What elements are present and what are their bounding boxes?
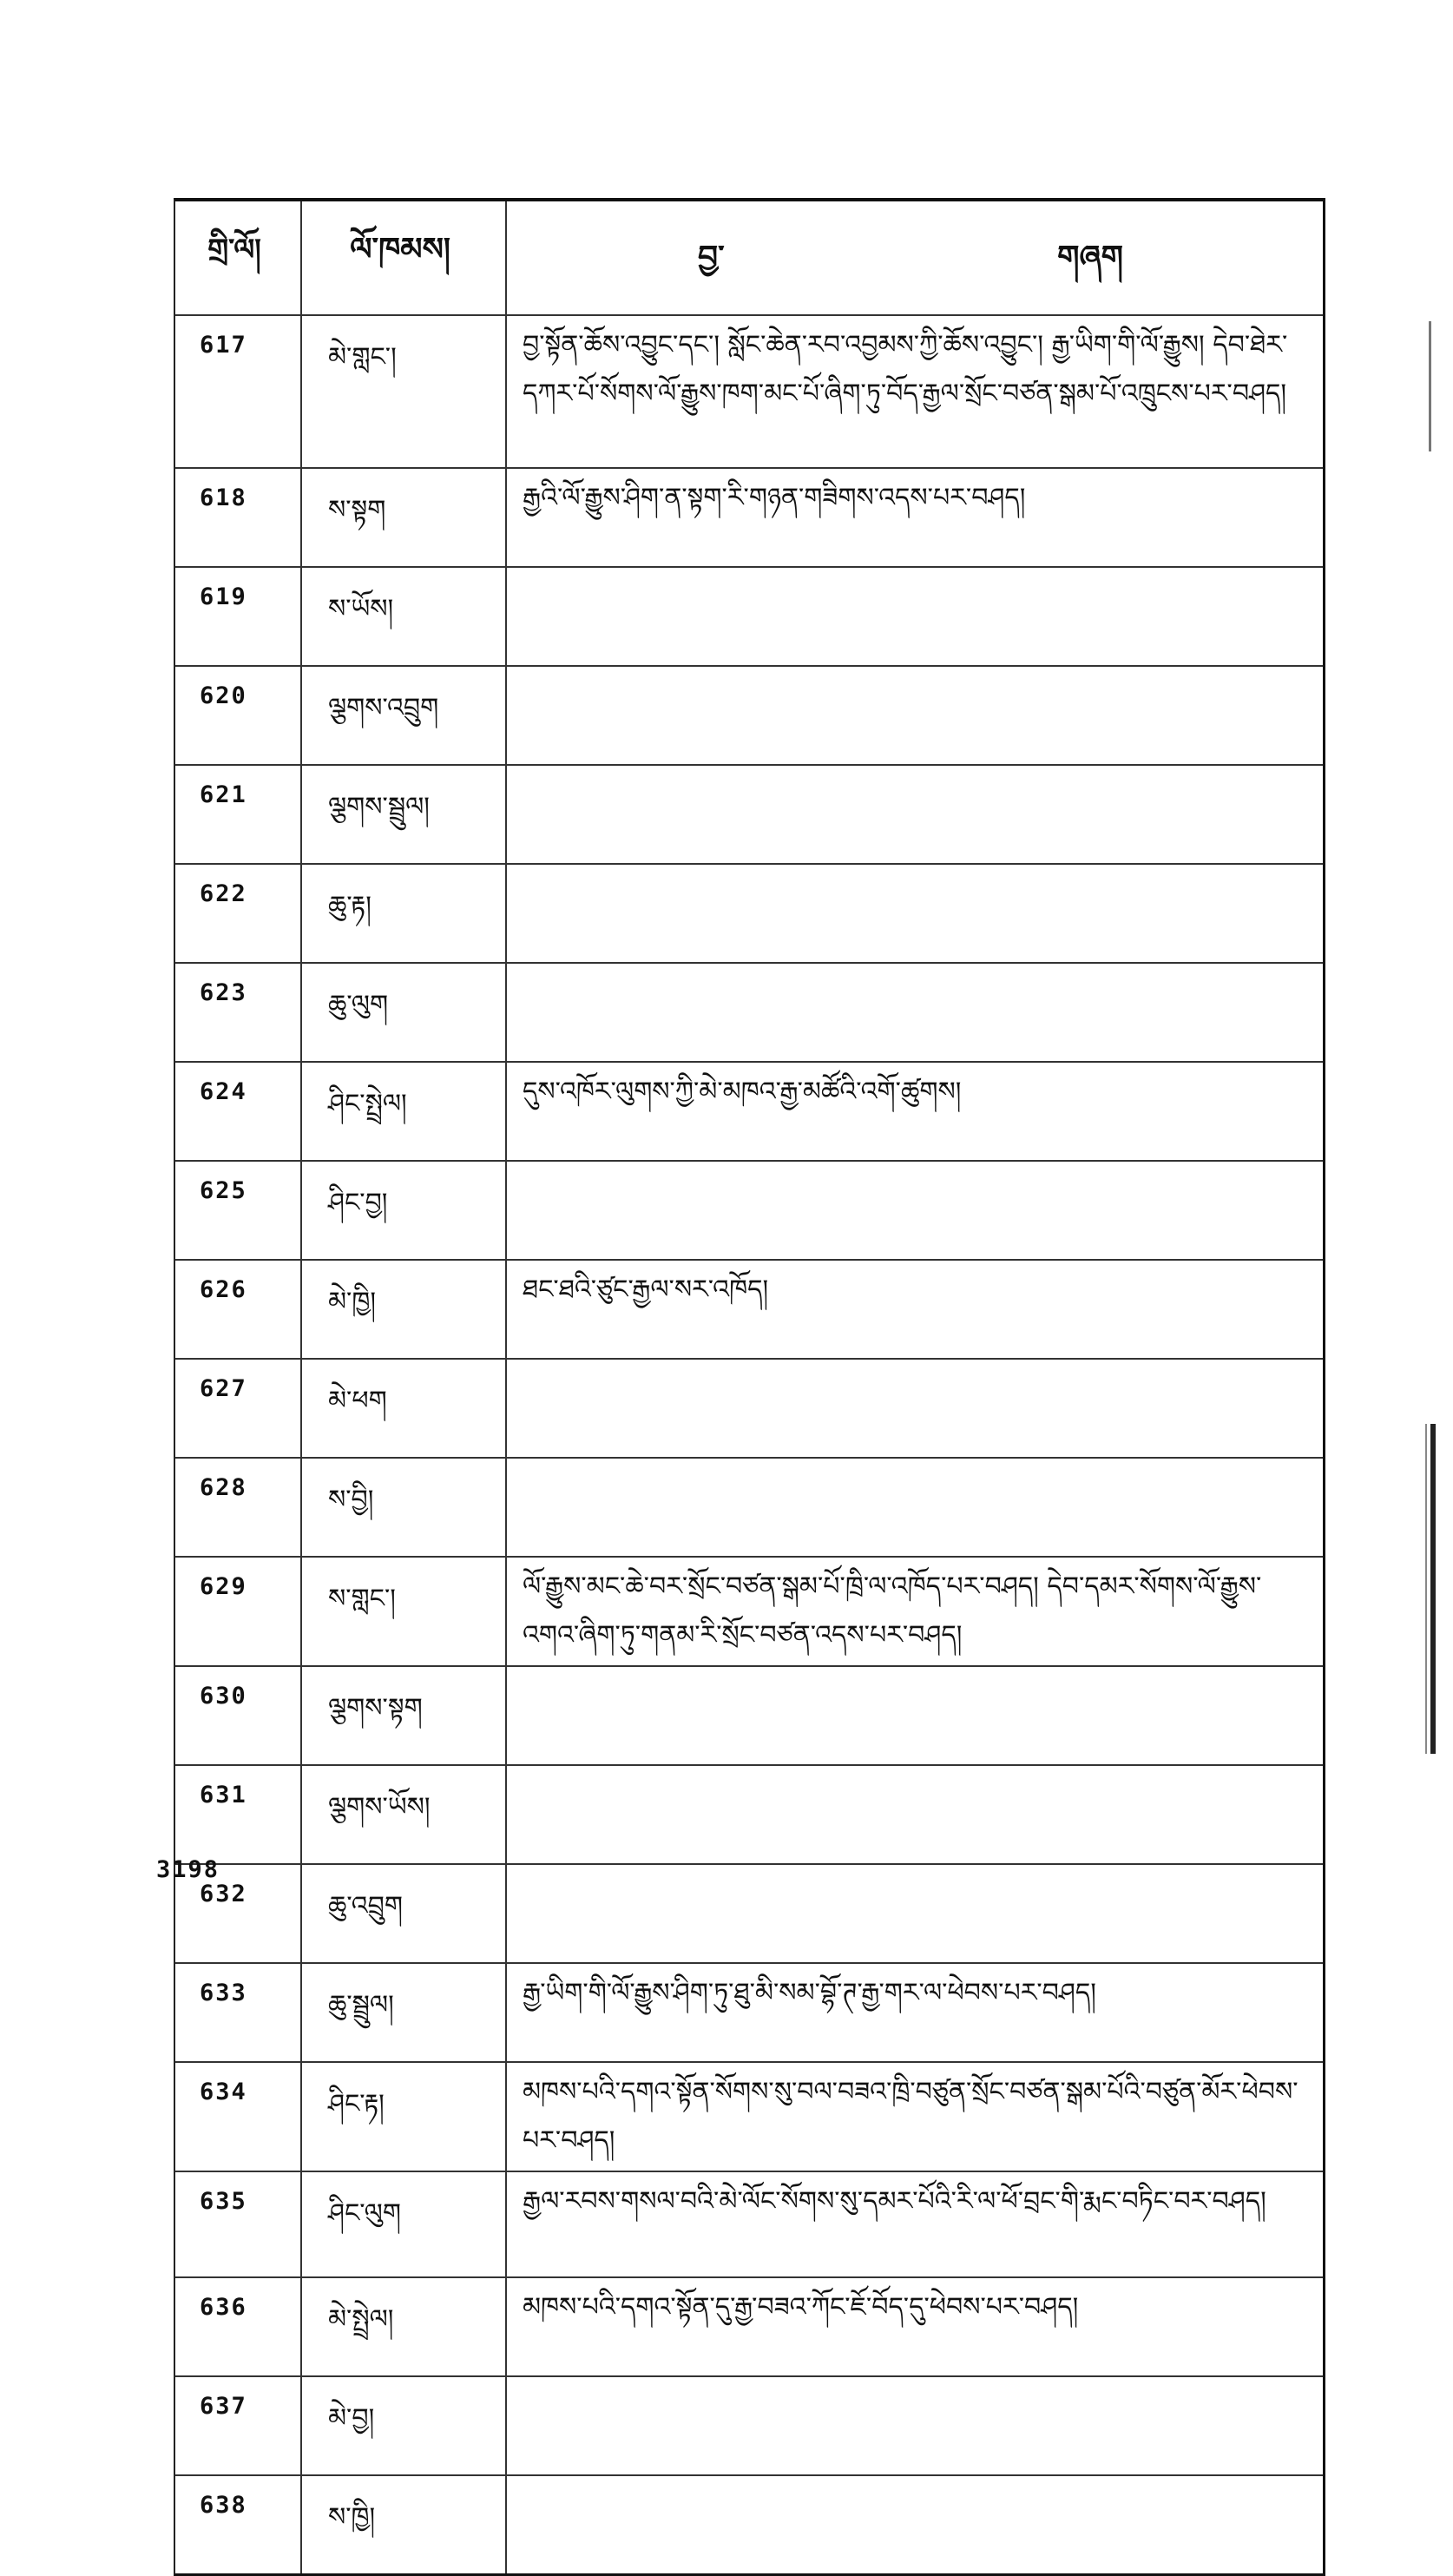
table-row [175, 2377, 1323, 2476]
row-year: ས་བྱི། [302, 1459, 507, 1556]
row-number: 622 [175, 865, 302, 962]
row-description [507, 1162, 1323, 1259]
row-number: 620 [175, 667, 302, 764]
table-row [175, 316, 1323, 469]
header-event [507, 201, 1323, 314]
row-description [507, 568, 1323, 665]
row-year: ལྕགས་ཡོས། [302, 1766, 507, 1863]
table-row [175, 2063, 1323, 2172]
table-body [175, 316, 1323, 2573]
table-row [175, 1964, 1323, 2063]
row-number: 638 [175, 2476, 302, 2573]
table-row [175, 1063, 1323, 1162]
table-row [175, 2476, 1323, 2573]
row-year: ས་ཁྱི། [302, 2476, 507, 2573]
row-number: 635 [175, 2172, 302, 2276]
table-row [175, 1865, 1323, 1964]
row-number: 629 [175, 1558, 302, 1665]
row-number: 637 [175, 2377, 302, 2474]
row-year: ས་ཡོས། [302, 568, 507, 665]
row-year: ལྕགས་འབྲུག [302, 667, 507, 764]
row-description [507, 667, 1323, 764]
table-row [175, 964, 1323, 1063]
row-year: ཆུ་འབྲུག [302, 1865, 507, 1962]
row-number: 621 [175, 766, 302, 863]
row-description [507, 2476, 1323, 2573]
row-number: 633 [175, 1964, 302, 2061]
row-number: 631 [175, 1766, 302, 1863]
row-year: ཆུ་རྟ། [302, 865, 507, 962]
table-row [175, 667, 1323, 766]
row-description [507, 1667, 1323, 1764]
header-year: ལོ་ཁམས། [302, 201, 507, 314]
row-year: ས་གླང་། [302, 1558, 507, 1665]
table-row [175, 766, 1323, 865]
row-year: ཤིང་སྤྲེལ། [302, 1063, 507, 1160]
row-number: 618 [175, 469, 302, 566]
page-number: 3198 [156, 1856, 220, 1883]
row-description: བྱ་སྟོན་ཆོས་འབྱུང་དང་། སློང་ཆེན་རབ་འབྱམས་ཀྱི་ཆོས་འབྱུང་། རྒྱ་ཡིག་གི་ལོ་རྒྱུས། དེབ་ཐེར་དཀར་པོ་སོགས་ལོ་རྒྱུས་ཁག་མང་པོ་ཞིག་ཏུ་བོད་རྒྱལ་སྲོང་བཙན་སྒམ་པོ་འཁྲུངས་པར་བཤད། [523, 330, 1288, 409]
row-year: ལྕགས་སྟག [302, 1667, 507, 1764]
header-event-left: བྱ་ [698, 240, 725, 275]
table-row [175, 1261, 1323, 1360]
table-row [175, 568, 1323, 667]
row-number: 625 [175, 1162, 302, 1259]
table-row [175, 1360, 1323, 1459]
row-year: ཤིང་རྟ། [302, 2063, 507, 2171]
table-row [175, 865, 1323, 964]
table-header [175, 201, 1323, 316]
margin-mark [1429, 321, 1431, 451]
row-description [507, 1766, 1323, 1863]
row-description [507, 766, 1323, 863]
row-description: ལོ་རྒྱུས་མང་ཆེ་བར་སྲོང་བཙན་སྒམ་པོ་ཁྲི་ལ་འཁོད་པར་བཤད། དེབ་དམར་སོགས་ལོ་རྒྱུས་འགའ་ཞིག་ཏུ་གནམ་རི་སྲོང་བཙན་འདས་པར་བཤད། [523, 1571, 1262, 1650]
table-row [175, 1558, 1323, 1667]
margin-mark [1430, 1424, 1436, 1754]
table-row [175, 1667, 1323, 1766]
row-year: ཆུ་སྦྲུལ། [302, 1964, 507, 2061]
table-row [175, 1459, 1323, 1558]
table-row [175, 2172, 1323, 2278]
row-description [507, 865, 1323, 962]
row-year: ཤིང་བྱ། [302, 1162, 507, 1259]
row-year: ཤིང་ལུག [302, 2172, 507, 2276]
row-number: 636 [175, 2278, 302, 2375]
row-description [507, 2377, 1323, 2474]
row-description: རྒྱའི་ལོ་རྒྱུས་ཤིག་ན་སྟག་རི་གཉན་གཟིགས་འདས་པར་བཤད། [523, 483, 1026, 513]
row-year: ཆུ་ལུག [302, 964, 507, 1061]
row-number: 619 [175, 568, 302, 665]
row-year: མེ་ཕག [302, 1360, 507, 1457]
chronology-table [174, 198, 1325, 2576]
row-year: མེ་བྱ། [302, 2377, 507, 2474]
row-year: མེ་ཁྱི། [302, 1261, 507, 1358]
table-row [175, 1766, 1323, 1865]
header-number: གྲི་ལོ། [175, 201, 302, 314]
row-description [507, 1360, 1323, 1457]
row-number: 630 [175, 1667, 302, 1764]
row-description: ཐང་ཐའི་ཙུང་རྒྱལ་སར་འཁོད། [523, 1275, 769, 1305]
row-number: 623 [175, 964, 302, 1061]
table-row [175, 1162, 1323, 1261]
row-description: མཁས་པའི་དགའ་སྟོན་སོགས་སུ་བལ་བཟའ་ཁྲི་བཙུན་སྲོང་བཙན་སྒམ་པོའི་བཙུན་མོར་ཕེབས་པར་བཤད། [523, 2077, 1298, 2156]
row-year: མེ་སྤྲེལ། [302, 2278, 507, 2375]
row-number: 634 [175, 2063, 302, 2171]
table-row [175, 469, 1323, 568]
row-description: རྒྱ་ཡིག་གི་ལོ་རྒྱུས་ཤིག་ཏུ་ཐུ་མི་སམ་བྷོ་ཊ་རྒྱ་གར་ལ་ཕེབས་པར་བཤད། [523, 1978, 1096, 2008]
row-year: ས་སྟག [302, 469, 507, 566]
row-description: དུས་འཁོར་ལུགས་ཀྱི་མེ་མཁའ་རྒྱ་མཚོའི་འགོ་ཚུགས། [523, 1077, 962, 1107]
row-description: མཁས་པའི་དགའ་སྟོན་དུ་རྒྱ་བཟའ་ཀོང་ཇོ་བོད་དུ་ཕེབས་པར་བཤད། [523, 2292, 1079, 2322]
header-event-right: གཞག [1057, 240, 1123, 275]
row-description [507, 964, 1323, 1061]
table-row [175, 2278, 1323, 2377]
row-description: རྒྱལ་རབས་གསལ་བའི་མེ་ལོང་སོགས་སུ་དམར་པོའི་རི་ལ་ཕོ་བྲང་གི་རྨང་བཏིང་བར་བཤད། [523, 2186, 1266, 2217]
row-number: 617 [175, 316, 302, 467]
row-description [507, 1459, 1323, 1556]
row-year: ལྕགས་སྦྲུལ། [302, 766, 507, 863]
row-number: 624 [175, 1063, 302, 1160]
margin-mark [1425, 1424, 1427, 1754]
row-number: 626 [175, 1261, 302, 1358]
row-number: 627 [175, 1360, 302, 1457]
row-description [507, 1865, 1323, 1962]
row-number: 628 [175, 1459, 302, 1556]
row-year: མེ་གླང་། [302, 316, 507, 467]
row-number: 632 [175, 1865, 302, 1962]
